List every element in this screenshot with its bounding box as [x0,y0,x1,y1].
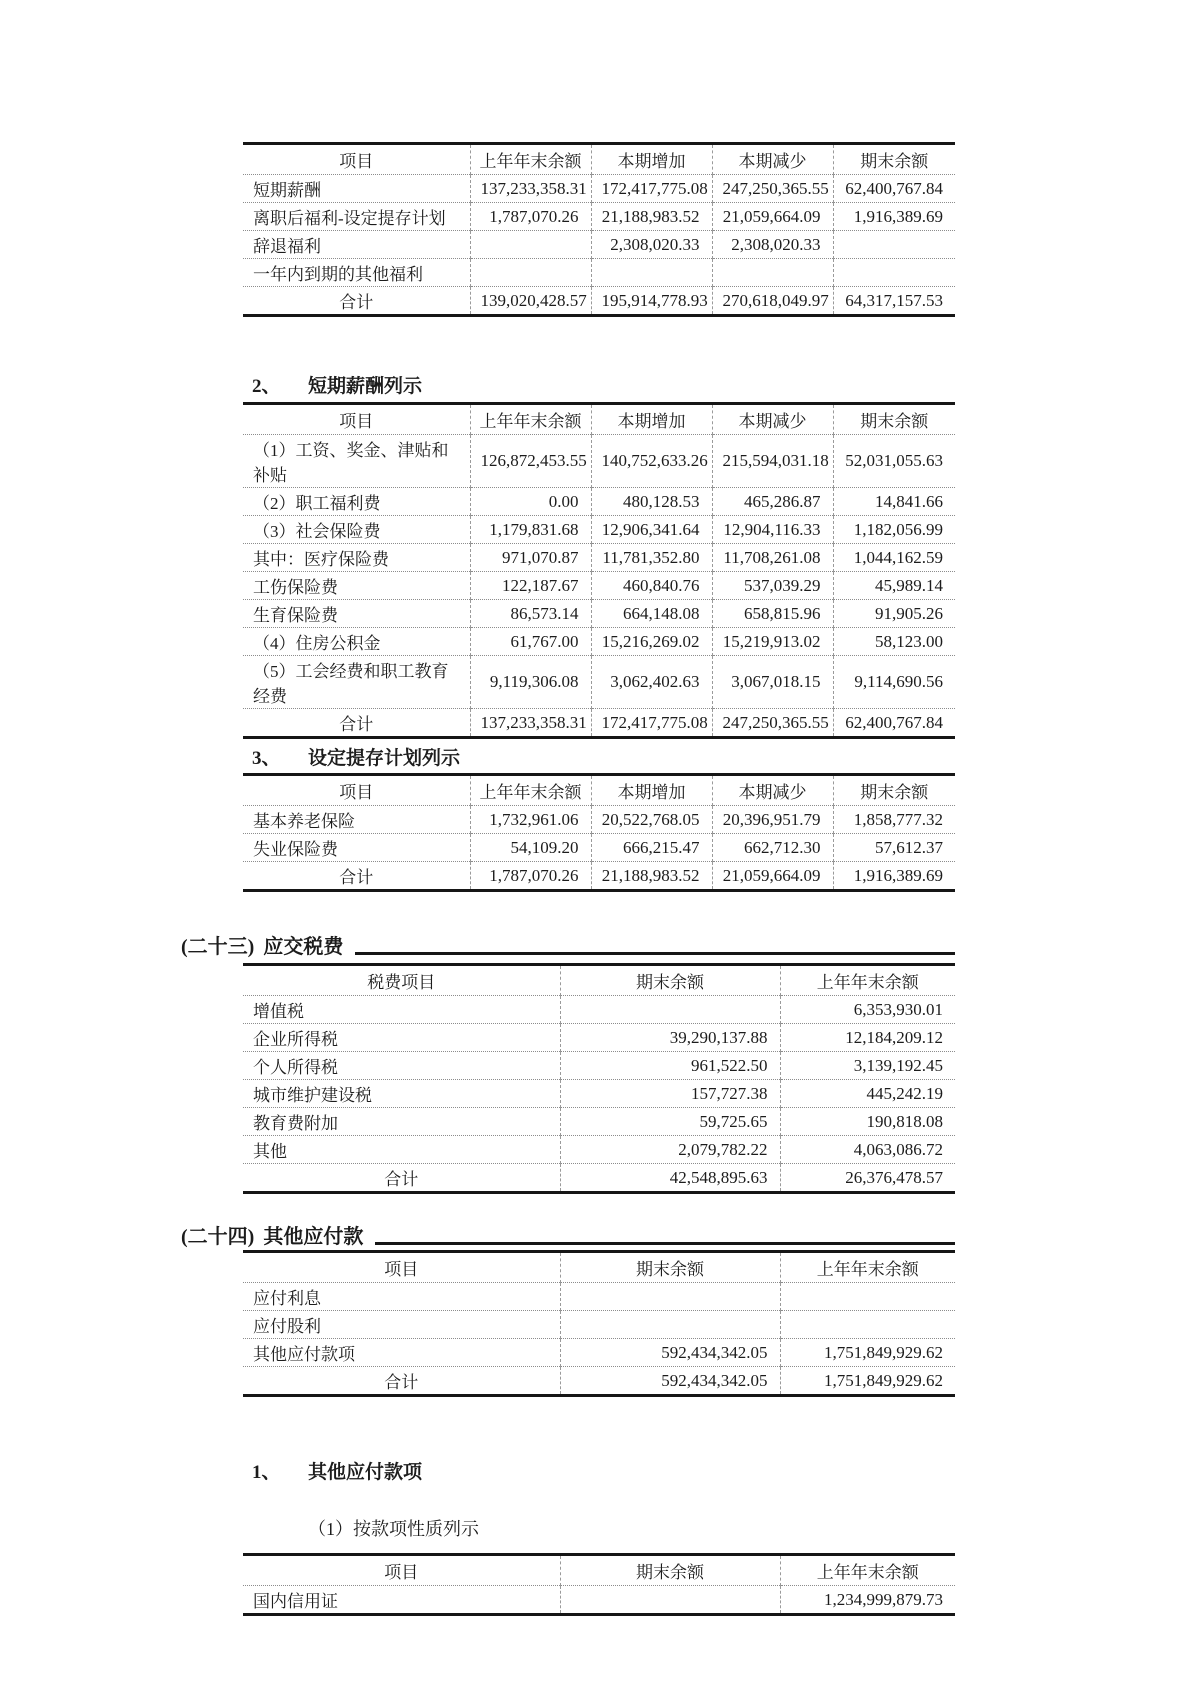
cell-value: 3,062,402.63 [591,656,712,709]
section-title: 其他应付款项 [308,1462,423,1483]
defined-contribution-plan-table [243,773,955,892]
column-header: 期末余额 [560,1252,780,1283]
cell-value [833,231,955,259]
cell-value: 11,781,352.80 [591,544,712,572]
total-row [243,287,955,316]
cell-value [833,259,955,287]
cell-value [470,259,591,287]
column-header: 本期减少 [712,404,833,435]
cell-value: 52,031,055.63 [833,435,955,488]
cell-value: 3,139,192.45 [780,1052,955,1080]
total-row [243,1164,955,1193]
cell-value: 1,916,389.69 [833,862,955,891]
cell-value: 42,548,895.63 [560,1164,780,1193]
cell-value [560,1586,780,1615]
total-label: 合计 [243,709,470,738]
cell-value: 15,219,913.02 [712,628,833,656]
cell-value: 247,250,365.55 [712,709,833,738]
cell-value: 62,400,767.84 [833,709,955,738]
payables-by-nature-table [243,1553,955,1616]
cell-value: 1,179,831.68 [470,516,591,544]
cell-value: 12,906,341.64 [591,516,712,544]
row-label: 生育保险费 [243,600,470,628]
row-label: （5）工会经费和职工教育经费 [243,656,470,709]
column-header: 本期增加 [591,144,712,175]
cell-value: 45,989.14 [833,572,955,600]
table-row [243,572,955,600]
row-label: 失业保险费 [243,834,470,862]
cell-value: 537,039.29 [712,572,833,600]
row-label: （3）社会保险费 [243,516,470,544]
cell-value: 21,059,664.09 [712,862,833,891]
cell-value: 3,067,018.15 [712,656,833,709]
cell-value: 139,020,428.57 [470,287,591,316]
cell-value: 247,250,365.55 [712,175,833,203]
cell-value: 592,434,342.05 [560,1367,780,1396]
cell-value: 59,725.65 [560,1108,780,1136]
row-label: （2）职工福利费 [243,488,470,516]
cell-value: 57,612.37 [833,834,955,862]
column-header: 本期减少 [712,144,833,175]
row-label: 教育费附加 [243,1108,560,1136]
total-label: 合计 [243,1164,560,1193]
cell-value: 1,751,849,929.62 [780,1339,955,1367]
column-header: 项目 [243,1252,560,1283]
cell-value: 592,434,342.05 [560,1339,780,1367]
cell-value: 480,128.53 [591,488,712,516]
total-label: 合计 [243,1367,560,1396]
header-row [243,144,955,175]
cell-value: 4,063,086.72 [780,1136,955,1164]
cell-value: 20,522,768.05 [591,806,712,834]
section-title: 短期薪酬列示 [308,376,423,397]
total-label: 合计 [243,287,470,316]
column-header: 上年年末余额 [470,404,591,435]
cell-value: 658,815.96 [712,600,833,628]
cell-value: 1,858,777.32 [833,806,955,834]
section-title: 其他应付款 [263,1226,364,1248]
cell-value: 64,317,157.53 [833,287,955,316]
table-row [243,1052,955,1080]
cell-value: 1,182,056.99 [833,516,955,544]
subsection-1-heading [252,1462,422,1484]
cell-value: 54,109.20 [470,834,591,862]
table-row [243,1024,955,1052]
table-row [243,175,955,203]
cell-value: 662,712.30 [712,834,833,862]
table-row [243,834,955,862]
section-title: 应交税费 [263,936,344,958]
row-label: （4）住房公积金 [243,628,470,656]
cell-value: 12,184,209.12 [780,1024,955,1052]
column-header: 上年年末余额 [780,1555,955,1586]
total-row [243,1367,955,1396]
column-header: 上年年末余额 [470,144,591,175]
cell-value: 12,904,116.33 [712,516,833,544]
section-title: 设定提存计划列示 [308,748,461,769]
cell-value: 1,787,070.26 [470,862,591,891]
column-header: 期末余额 [560,1555,780,1586]
header-row [243,1252,955,1283]
cell-value: 91,905.26 [833,600,955,628]
cell-value: 2,308,020.33 [712,231,833,259]
table-row [243,806,955,834]
cell-value: 6,353,930.01 [780,996,955,1024]
cell-value: 21,188,983.52 [591,862,712,891]
employee-benefits-summary-table [243,142,955,317]
column-header: 期末余额 [833,775,955,806]
column-header: 本期增加 [591,775,712,806]
cell-value: 14,841.66 [833,488,955,516]
column-header: 期末余额 [560,965,780,996]
cell-value: 126,872,453.55 [470,435,591,488]
section-23-heading [181,936,955,958]
row-label: 应付股利 [243,1311,560,1339]
row-label: 其中：医疗保险费 [243,544,470,572]
table-row [243,600,955,628]
cell-value: 61,767.00 [470,628,591,656]
row-label: 增值税 [243,996,560,1024]
other-payables-table [243,1250,955,1397]
cell-value: 971,070.87 [470,544,591,572]
column-header: 项目 [243,1555,560,1586]
section-number: 3、 [252,748,281,769]
cell-value [470,231,591,259]
cell-value: 11,708,261.08 [712,544,833,572]
column-header: 税费项目 [243,965,560,996]
cell-value: 465,286.87 [712,488,833,516]
cell-value: 21,188,983.52 [591,203,712,231]
heading-rule [355,952,955,955]
section-24-heading [181,1226,955,1248]
table-row [243,516,955,544]
row-label: 应付利息 [243,1283,560,1311]
row-label: 企业所得税 [243,1024,560,1052]
header-row [243,775,955,806]
section-number: 2、 [252,376,281,397]
table-row [243,1136,955,1164]
table-row [243,1108,955,1136]
table-row [243,544,955,572]
header-row [243,404,955,435]
row-label: 国内信用证 [243,1586,560,1615]
cell-value [560,1311,780,1339]
table-row [243,488,955,516]
section-number: 1、 [252,1462,281,1483]
column-header: 上年年末余额 [780,965,955,996]
table-row [243,628,955,656]
taxes-payable-table [243,963,955,1194]
cell-value [780,1283,955,1311]
short-term-compensation-table [243,402,955,739]
cell-value: 961,522.50 [560,1052,780,1080]
cell-value: 2,079,782.22 [560,1136,780,1164]
cell-value: 9,119,306.08 [470,656,591,709]
cell-value [560,996,780,1024]
cell-value: 122,187.67 [470,572,591,600]
section-3-heading [252,748,460,770]
row-label: 短期薪酬 [243,175,470,203]
by-nature-subheading: （1）按款项性质列示 [308,1519,479,1539]
table-row [243,1311,955,1339]
row-label: 辞退福利 [243,231,470,259]
cell-value: 20,396,951.79 [712,806,833,834]
total-row [243,862,955,891]
cell-value: 270,618,049.97 [712,287,833,316]
table-row [243,1283,955,1311]
table-row [243,203,955,231]
row-label: 个人所得税 [243,1052,560,1080]
table-row [243,996,955,1024]
cell-value [591,259,712,287]
cell-value: 1,234,999,879.73 [780,1586,955,1615]
total-row [243,709,955,738]
row-label: 其他 [243,1136,560,1164]
header-row [243,965,955,996]
cell-value: 1,751,849,929.62 [780,1367,955,1396]
cell-value: 157,727.38 [560,1080,780,1108]
cell-value: 137,233,358.31 [470,709,591,738]
cell-value: 15,216,269.02 [591,628,712,656]
cell-value: 21,059,664.09 [712,203,833,231]
cell-value: 1,916,389.69 [833,203,955,231]
cell-value: 39,290,137.88 [560,1024,780,1052]
cell-value [780,1311,955,1339]
row-label: （1）工资、奖金、津贴和补贴 [243,435,470,488]
cell-value: 195,914,778.93 [591,287,712,316]
table-row [243,231,955,259]
cell-value: 215,594,031.18 [712,435,833,488]
cell-value: 58,123.00 [833,628,955,656]
cell-value: 140,752,633.26 [591,435,712,488]
cell-value [712,259,833,287]
cell-value: 62,400,767.84 [833,175,955,203]
cell-value: 26,376,478.57 [780,1164,955,1193]
table-row [243,435,955,488]
cell-value: 86,573.14 [470,600,591,628]
cell-value: 1,044,162.59 [833,544,955,572]
table-row [243,259,955,287]
header-row [243,1555,955,1586]
cell-value [560,1283,780,1311]
column-header: 项目 [243,775,470,806]
cell-value: 172,417,775.08 [591,709,712,738]
cell-value: 445,242.19 [780,1080,955,1108]
section-number: (二十四) [181,1226,255,1248]
cell-value: 172,417,775.08 [591,175,712,203]
cell-value: 9,114,690.56 [833,656,955,709]
cell-value: 1,732,961.06 [470,806,591,834]
cell-value: 460,840.76 [591,572,712,600]
row-label: 基本养老保险 [243,806,470,834]
cell-value: 2,308,020.33 [591,231,712,259]
cell-value: 0.00 [470,488,591,516]
row-label: 城市维护建设税 [243,1080,560,1108]
cell-value: 137,233,358.31 [470,175,591,203]
row-label: 离职后福利-设定提存计划 [243,203,470,231]
table-row [243,1339,955,1367]
table-row [243,1586,955,1615]
column-header: 上年年末余额 [470,775,591,806]
column-header: 项目 [243,144,470,175]
cell-value: 190,818.08 [780,1108,955,1136]
cell-value: 666,215.47 [591,834,712,862]
column-header: 本期减少 [712,775,833,806]
section-2-heading [252,376,422,398]
column-header: 上年年末余额 [780,1252,955,1283]
heading-rule [375,1242,955,1245]
row-label: 工伤保险费 [243,572,470,600]
row-label: 其他应付款项 [243,1339,560,1367]
cell-value: 1,787,070.26 [470,203,591,231]
table-row [243,656,955,709]
cell-value: 664,148.08 [591,600,712,628]
row-label: 一年内到期的其他福利 [243,259,470,287]
column-header: 期末余额 [833,144,955,175]
column-header: 项目 [243,404,470,435]
total-label: 合计 [243,862,470,891]
column-header: 本期增加 [591,404,712,435]
table-row [243,1080,955,1108]
section-number: (二十三) [181,936,255,958]
column-header: 期末余额 [833,404,955,435]
